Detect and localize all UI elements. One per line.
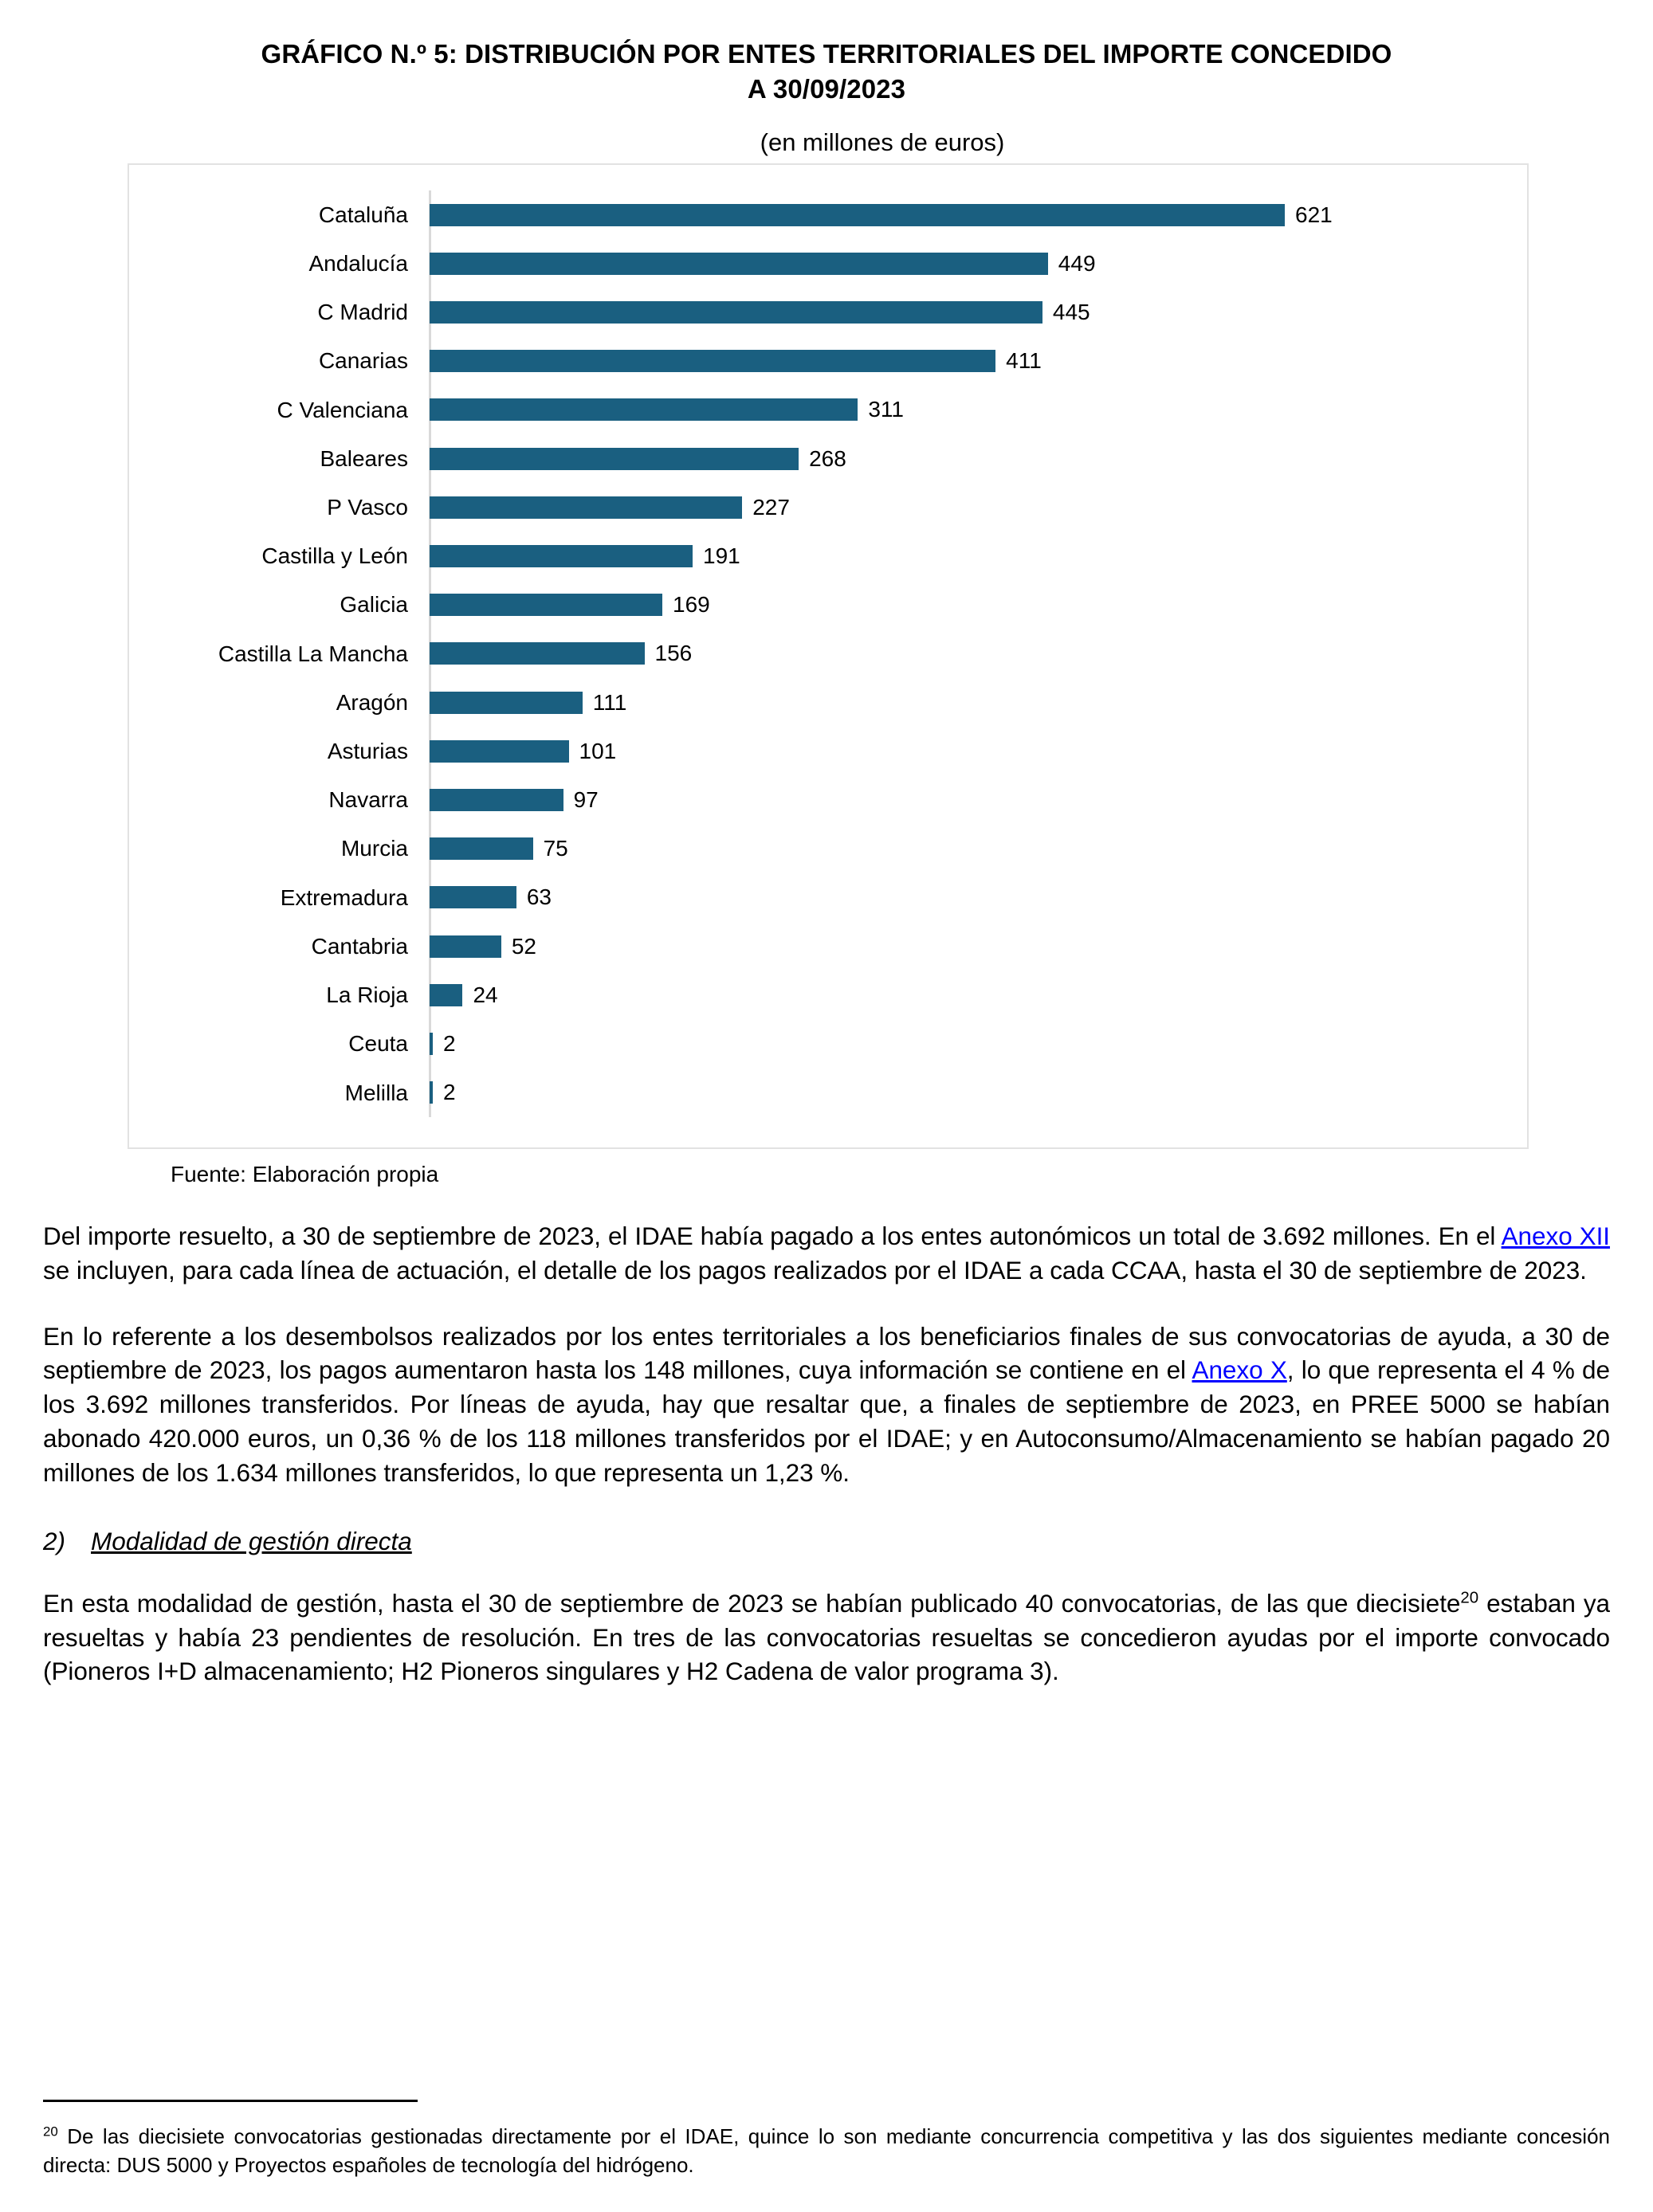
bar-category-label: Cantabria — [311, 933, 408, 959]
bar[interactable] — [430, 594, 662, 616]
bar-value-label: 2 — [443, 1030, 456, 1056]
bar-category-label: Extremadura — [280, 884, 408, 910]
chart-subtitle: (en millones de euros) — [760, 127, 1005, 156]
bar-row — [129, 386, 1527, 434]
footnote-number: 20 — [43, 2124, 58, 2139]
paragraph-3-text-after-marker: estaban ya resueltas y había 23 pendientes de resolución. En tres de las convocatorias resueltas se concedieron ayudas por el importe convocado (Pioneros I+D almacenamiento; H2 Pioneros singulares y H2 Cadena de valor programa 3). — [43, 1588, 1610, 1686]
bar-row — [129, 1069, 1527, 1117]
bar-category-label: P Vasco — [327, 495, 408, 520]
bar-row — [129, 1019, 1527, 1068]
bar-row — [129, 337, 1527, 386]
bar-value-label: 268 — [809, 445, 846, 471]
paragraph-3-text-before-marker: En esta modalidad de gestión, hasta el 30 de septiembre de 2023 se habían publicado 40 convocatorias, de las que diecisiete — [43, 1588, 1461, 1618]
bar[interactable] — [430, 545, 693, 567]
bar-category-label: Baleares — [320, 445, 408, 471]
bar-area — [421, 337, 1527, 386]
bar-area — [421, 678, 1527, 727]
bar-row — [129, 239, 1527, 288]
bar-area — [421, 239, 1527, 288]
bar-category-label: Murcia — [340, 836, 408, 861]
bar-area — [421, 434, 1527, 483]
bar-area — [421, 483, 1527, 531]
figure-title-line-1: GRÁFICO N.º 5: DISTRIBUCIÓN POR ENTES TERRITORIALES DEL IMPORTE CONCEDIDO — [261, 39, 1392, 69]
bar-value-label: 111 — [592, 689, 627, 715]
bar[interactable] — [430, 398, 858, 421]
bar-row — [129, 873, 1527, 922]
bar[interactable] — [430, 642, 645, 665]
paragraph-1-text-after-link: se incluyen, para cada línea de actuación, el detalle de los pagos realizados por el IDAE a cada CCAA, hasta el 30 de septiembre de 2023. — [43, 1255, 1587, 1284]
bar-area — [421, 922, 1527, 971]
bar-area — [421, 1069, 1527, 1117]
bar-value-label: 101 — [579, 738, 617, 763]
bar-value-label: 2 — [443, 1080, 456, 1105]
footnote-20 — [43, 2123, 1610, 2180]
bar-row — [129, 483, 1527, 531]
bar-category-label: Galicia — [340, 592, 408, 618]
bar[interactable] — [430, 935, 501, 958]
figure-title — [43, 0, 1610, 107]
bar-category-label: Asturias — [327, 739, 408, 764]
bar-row — [129, 288, 1527, 336]
footnote-reference-20[interactable]: 20 — [1460, 1588, 1479, 1607]
bar-area — [421, 727, 1527, 775]
bar-value-label: 227 — [752, 494, 790, 520]
bar-value-label: 445 — [1052, 299, 1090, 324]
bar-row — [129, 531, 1527, 580]
link-anexo-xii[interactable]: Anexo XII — [1501, 1221, 1610, 1250]
bar-value-label: 169 — [673, 592, 710, 618]
bar-area — [421, 581, 1527, 629]
bar-area — [421, 825, 1527, 873]
bar[interactable] — [430, 301, 1042, 324]
bar-value-label: 24 — [473, 982, 498, 1007]
bar[interactable] — [430, 789, 563, 811]
chart-plot-area — [129, 190, 1527, 1117]
figure-title-line-2: A 30/09/2023 — [747, 73, 906, 104]
bar-category-label: Melilla — [344, 1080, 408, 1105]
bar[interactable] — [430, 496, 742, 519]
bar-rows-container — [129, 190, 1527, 1117]
bar-area — [421, 873, 1527, 922]
bar-area — [421, 629, 1527, 678]
bar-category-label: Cataluña — [318, 202, 408, 227]
bar-row — [129, 727, 1527, 775]
bar[interactable] — [430, 837, 533, 860]
bar-category-label: Navarra — [328, 787, 408, 813]
paragraph-direct-management — [43, 1586, 1610, 1688]
section-heading-direct-management — [43, 1527, 1610, 1556]
bar-row — [129, 971, 1527, 1019]
paragraph-disbursements — [43, 1320, 1610, 1490]
bar-row — [129, 434, 1527, 483]
section-heading-number: 2) — [43, 1526, 66, 1555]
bar-category-label: C Madrid — [317, 300, 408, 325]
bar[interactable] — [430, 740, 569, 763]
bar-category-label: C Valenciana — [277, 397, 408, 422]
bar-category-label: Castilla La Mancha — [218, 641, 408, 666]
bar-value-label: 449 — [1058, 250, 1096, 276]
bar-area — [421, 386, 1527, 434]
paragraph-1-text-before-link: Del importe resuelto, a 30 de septiembre de 2023, el IDAE había pagado a los entes autonómicos un total de 3.692 millones. En el — [43, 1221, 1502, 1250]
bar-category-label: Andalucía — [308, 251, 408, 276]
footnote-zone — [43, 2100, 1610, 2201]
bar-value-label: 411 — [1006, 348, 1042, 374]
bar-value-label: 311 — [868, 397, 904, 422]
section-heading-text: Modalidad de gestión directa — [91, 1526, 412, 1555]
bar-category-label: Castilla y León — [261, 543, 408, 569]
bar-value-label: 621 — [1295, 202, 1333, 227]
paragraph-2-text-after-link: , lo que representa el 4 % de los 3.692 millones transferidos. Por líneas de ayuda, hay que resaltar que, a finales de septiembre de 2023, en PREE 5000 se habían abonado 420.000 euros, un 0,36 % de los 118 millones transferidos por el IDAE; y en Autoconsumo/Almacenamiento se habían pagado 20 millones de los 1.634 millones transferidos, lo que representa un 1,23 %. — [43, 1355, 1610, 1487]
bar-category-label: Ceuta — [348, 1031, 408, 1057]
chart-block — [43, 127, 1610, 1187]
paragraph-2-text-before-link: En lo referente a los desembolsos realizados por los entes territoriales a los beneficiarios finales de sus convocatorias de ayuda, a 30 de septiembre de 2023, los pagos aumentaron hasta los 148 millones, cuya información se contiene en el — [43, 1321, 1610, 1385]
bar-row — [129, 190, 1527, 239]
bar-value-label: 52 — [511, 933, 536, 959]
bar-category-label: La Rioja — [326, 982, 408, 1008]
bar-row — [129, 678, 1527, 727]
bar-area — [421, 775, 1527, 824]
bar-category-label: Canarias — [318, 348, 408, 374]
bar[interactable] — [430, 350, 995, 372]
bar-value-label: 63 — [526, 884, 552, 910]
bar[interactable] — [430, 692, 583, 714]
bar-value-label: 97 — [573, 786, 599, 812]
bar-row — [129, 922, 1527, 971]
paragraph-payments-to-regions — [43, 1219, 1610, 1288]
bar[interactable] — [430, 886, 516, 908]
bar[interactable] — [430, 984, 462, 1006]
footnote-separator-rule — [43, 2100, 418, 2102]
link-anexo-x[interactable]: Anexo X — [1192, 1355, 1287, 1385]
bar-value-label: 191 — [703, 543, 740, 568]
chart-plot-frame — [128, 163, 1529, 1149]
figure-source-note: Fuente: Elaboración propia — [171, 1161, 439, 1186]
bar[interactable] — [430, 448, 799, 470]
bar-row — [129, 581, 1527, 629]
bar-value-label: 156 — [654, 641, 693, 666]
bar-area — [421, 1019, 1527, 1068]
bar-value-label: 75 — [543, 836, 568, 861]
bar-row — [129, 775, 1527, 824]
bar[interactable] — [430, 253, 1048, 275]
bar[interactable] — [430, 204, 1285, 226]
bar-area — [421, 971, 1527, 1019]
bar-area — [421, 190, 1527, 239]
bar-row — [129, 629, 1527, 678]
bar-area — [421, 531, 1527, 580]
bar-area — [421, 288, 1527, 336]
bar-row — [129, 825, 1527, 873]
bar-category-label: Aragón — [336, 689, 408, 715]
footnote-text: De las diecisiete convocatorias gestionadas directamente por el IDAE, quince lo son mediante concurrencia competitiva y las dos siguientes mediante concesión directa: DUS 5000 y Proyectos españoles de tecnología del hidrógeno. — [43, 2124, 1610, 2178]
